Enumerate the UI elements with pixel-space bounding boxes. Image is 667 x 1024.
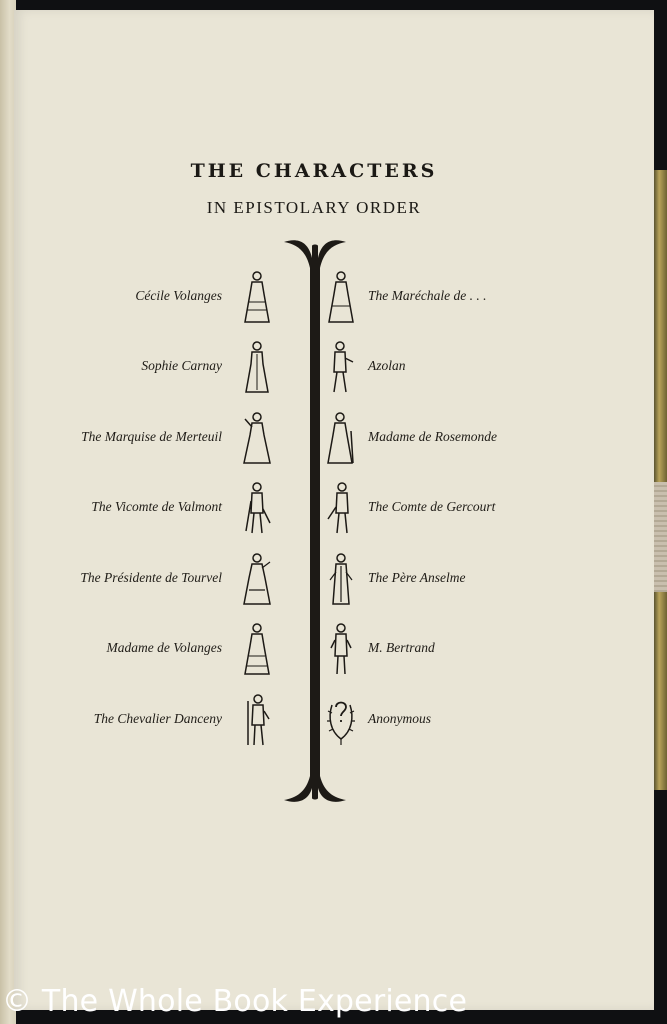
character-name-left: The Chevalier Danceny <box>93 711 222 726</box>
gentleman-figure-icon <box>242 479 272 535</box>
character-name-left: Sophie Carnay <box>141 358 222 373</box>
lady-figure-icon <box>242 409 272 465</box>
gentleman-figure-icon <box>326 479 356 535</box>
servant-figure-icon <box>326 620 356 676</box>
lady-figure-icon <box>326 268 356 324</box>
book-page <box>14 10 654 1010</box>
lady-figure-icon <box>242 338 272 394</box>
priest-figure-icon <box>326 550 356 606</box>
lady-figure-icon <box>242 620 272 676</box>
character-name-right: The Père Anselme <box>368 570 466 585</box>
character-name-left: Madame de Volanges <box>106 640 222 655</box>
character-name-right: M. Bertrand <box>368 640 435 655</box>
lady-figure-icon <box>242 550 272 606</box>
character-name-right: The Comte de Gercourt <box>368 499 496 514</box>
character-name-left: The Vicomte de Valmont <box>91 499 222 514</box>
page-title: THE CHARACTERS <box>190 160 438 182</box>
gentleman-figure-icon <box>242 691 272 747</box>
character-name-right: Azolan <box>368 358 406 373</box>
servant-figure-icon <box>326 338 356 394</box>
copyright-watermark: © The Whole Book Experience <box>2 984 468 1019</box>
cover-edge <box>654 170 667 790</box>
character-name-right: Anonymous <box>368 711 431 726</box>
character-name-left: Cécile Volanges <box>135 288 222 303</box>
character-name-right: The Maréchale de . . . <box>368 288 487 303</box>
character-name-right: Madame de Rosemonde <box>368 429 497 444</box>
bookmark-ribbon <box>653 482 667 592</box>
character-name-left: The Marquise de Merteuil <box>81 429 222 444</box>
page-subtitle: IN EPISTOLARY ORDER <box>206 198 422 217</box>
elderly-lady-figure-icon <box>326 409 356 465</box>
character-name-left: The Présidente de Tourvel <box>80 570 222 585</box>
lady-figure-icon <box>242 268 272 324</box>
question-mark-wreath-icon <box>326 691 356 747</box>
